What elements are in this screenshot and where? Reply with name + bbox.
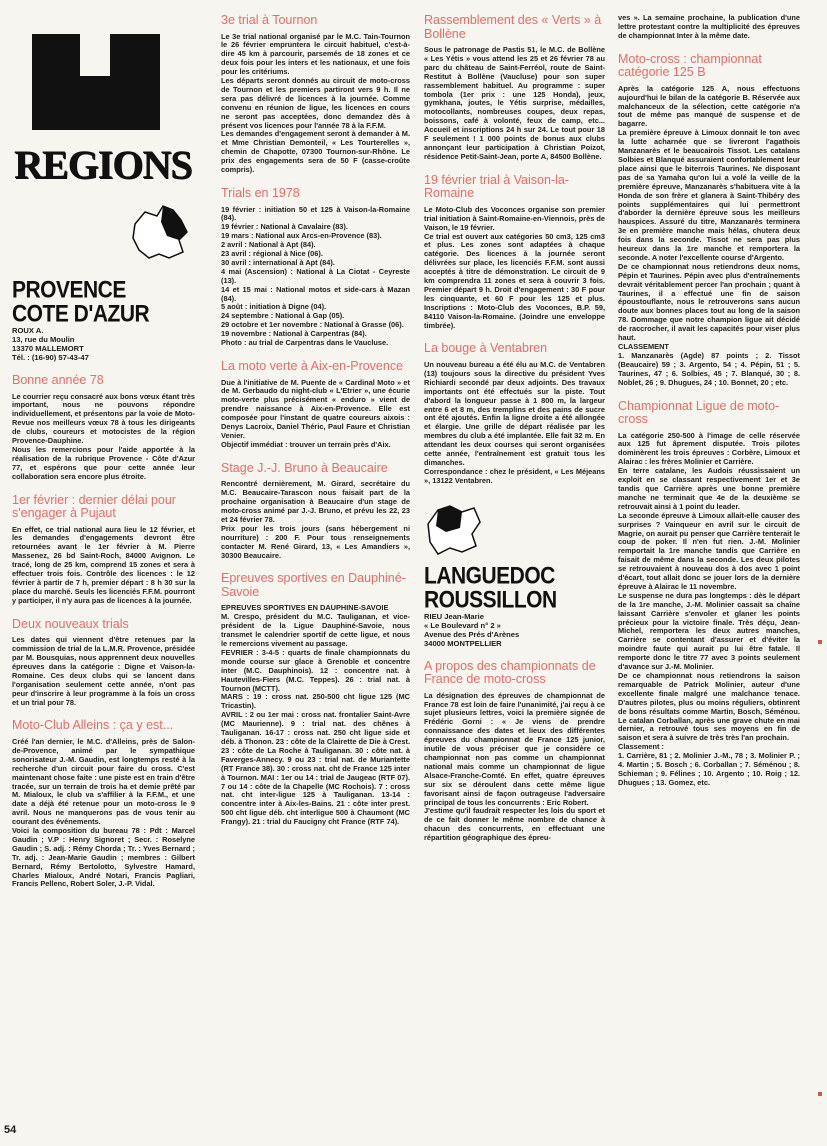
edge-mark (818, 1092, 822, 1096)
article-body: 19 février : initiation 50 et 125 à Vaison-la-Romaine (84). 19 février : National à Cavalaire (83). 19 mars : National aux Arcs-en-Provence (83). 2 avril : National à Apt (84). 23 avril : régional à Nice (06). 30 avril : international à Apt (84). 4 mai (Ascension) : National à La Ciotat - Ceyreste (13). 14 et 15 mai : National motos et side-cars à Mazan (84). 5 août : initiation à Digne (04). 24 septembre : National à Gap (05). 29 octobre et 1er novembre : National à Grasse (06). 19 novembre : National à Carpentras (84). Photo : au trial de Carpentras dans le Vaucluse. (221, 204, 410, 348)
region-title-languedoc: LANGUEDOC ROUSSILLON (424, 562, 557, 614)
article-body: Sous le patronage de Pastis 51, le M.C. de Bollène « Les Yétis » vous attend les 25 et 26 février 78 au parc du château de Saint-Ferréol, route de Saint-Restitut à Bollène (Vaucluse) pour son super rassemblement habituel. Au programme : super tombola (1er prix : une 125 Honda), jeux, gymkhana, joutes, le Yétis surprise, médailles, motocollants, nombreuses coupes, deux repas, boissons, café à volonté, feux de camp, etc... Accueil et inscriptions 24 h sur 24. Le tout pour 18 F seulement ! 1 000 points de bonus aux clubs annonçant leur participation à Christian Poizot, résidence Petit-Saint-Jean, porte A, 84500 Bollène. (424, 45, 605, 161)
region-header-provence (12, 202, 195, 278)
correspondent-address: ROUX A. 13, rue du Moulin 13370 MALLEMORT Tél. : (16-90) 57-43-47 (12, 326, 89, 362)
column-3 (424, 14, 605, 848)
article-body: La catégorie 250-500 à l'image de celle réservée aux 125 fut âprement disputée. Trois pilotes dominèrent les trois épreuves : Corbère, Limoux et Alairac : les frères Molinier et Carrière. En terre catalane, les Audois réussissaient un exploit en se classant respectivement 1er et 3e tandis que Carrière après une bonne première manche ne terminait que 4e de la deuxième se retrouvait ainsi à 1 point du leader. La seconde épreuve à Limoux allait-elle causer des surprises ? Vainqueur en avril sur le circuit de Magrie, on aurait pu penser que Carrière tenterait le coup de poker. Il n'en fut rien. J.-M. Molinier remportait la 1re manche tandis que Carrière en faisait de même dans la seconde. Les deux pilotes se retrouvaient à nouveau dos à dos avec 1 point d'écart, tout allait donc se jouer lors de la dernière épreuve à Alairac le 11 novembre. Le suspense ne dura pas longtemps : dès le départ de la 1re manche, J.-M. Molinier cassait sa chaîne laissant Carrière s'envoler et glaner les points précieux pour la victoire finale. Très déçu, Jean-Michel, remportera les deux autres manches, Carrière se contentant d'assurer et d'éviter la moindre faute qui aurait pu lui être fatale. Il remporte donc le titre 77 avec 3 points seulement d'avance sur J.-M. Molinier. De ce championnat nous retiendrons la saison remarquable de Patrick Molinier, auteur d'une excellente finale malgré une malchance tenace. D'autres pilotes, plus ou moins réguliers, obtinrent de bons résultats comme Martin, Bosch, Séménou. Le catalan Corballan, après une grave chute en mai dernier, a retrouvé tous ses moyens en fin de saison et sera à suivre de très très l'an prochain. Classement : 1. Carrière, 81 ; 2. Molinier J.-M., 78 ; 3. Molinier P. ; 4. Martin ; 5. Bosch ; 6. Corballan ; 7. Séménou ; 8. Schieman ; 9. Félines ; 10. Argento ; 10. Roig ; 12. Dhugues ; 13. Gomez, etc. (618, 430, 800, 787)
article-title: 19 février trial à Vaison-la-Romaine (424, 172, 569, 201)
article-title: Moto-cross : championnat catégorie 125 B (618, 51, 762, 80)
article-title: La moto verte à Aix-en-Provence (221, 359, 404, 373)
page-number: 54 (4, 1124, 17, 1136)
article-title: A propos des championnats de France de moto-cross (424, 658, 596, 687)
logo-text: REGIONS (14, 142, 192, 187)
article-title: Stage J.-J. Bruno à Beaucaire (221, 460, 388, 475)
article-body: Créé l'an dernier, le M.C. d'Alleins, près de Salon-de-Provence, animé par le sympathique sonorisateur J.-M. Gaudin, est longtemps resté à la recherche d'un circuit pour faire du cross. C'est maintenant chose faite : une piste est en train d'être tracée, sur un terrain de trois ha et demie prêté par M. Mialoux, le club va s'affilier à la F.F.M., et une date a déjà été retenue pour un moto-cross le 9 avril. Nous ne manquerons pas de vous tenir au courant des événements. Voici la composition du bureau 78 : Pdt : Marcel Gaudin ; V.P : Henry Signoret ; Secr. : Roselyne Gaudin ; S. adj. : Rémy Chorda ; Tr. : Yves Bernard ; Tr. adj. : Jean-Marie Gaudin ; membres : Gilbert Bernard, Rémy Bertolotto, Sylvestre Hamard, Charles Mialoux, André Notari, Francis Pagliari, Francis Pellenc, Robert Soler, J.-P. Vidal. (12, 736, 195, 889)
article-title: Rassemblement des « Verts » à Bollène (424, 13, 602, 41)
article-title: Bonne année 78 (12, 373, 104, 387)
article-body: Le courrier reçu consacré aux bons vœux étant très important, nous ne pouvons répondre individuellement, et présentons par la voie de Moto-Revue nos meilleurs vœux 78 à tous les dirigeants de clubs, coureurs et motocistes de la région Provence-Dauphine. Nous les remercions pour l'aide apportée à la réalisation de la rubrique Provence - Côte d'Azur 77, et espérons que pour cette année leur collaboration sera encore plus étroite. (12, 391, 195, 481)
column-1 (12, 14, 195, 894)
article-body: Le 3e trial national organisé par le M.C. Tain-Tournon le 26 février empruntera le circuit habituel, c'est-à-dire 45 km à parcourir, parsemés de 18 zones et ce deux fois pour les inters et les nationaux, et une fois pour les critériums. Les départs seront donnés au circuit de moto-cross de Tournon et les premiers partiront vers 9 h. Il ne sera pas délivré de licences à la journée. Comme convenu en réunion de ligue, les licences en cours ne seront pas acceptées, donc demandez dès à présent vos licences pour l'année 78 à la F.F.M. Les demandes d'engagement seront à demander à M. et Mme Christian Demonteil, « Les Tourterelles », chemin de Chapotte, 07300 Tournon-sur-Rhône. Le prix des engagements sera de 50 F (casse-croûte compris). (221, 31, 410, 175)
languedoc-map-icon (424, 500, 484, 558)
region-header-languedoc (424, 500, 605, 564)
article-title: Epreuves sportives en Dauphiné-Savoie (221, 571, 406, 599)
edge-mark (818, 640, 822, 644)
article-body: Le Moto-Club des Voconces organise son premier trial initiation à Saint-Romaine-en-Viennois, près de Vaison, le 19 février. Ce trial est ouvert aux catégories 50 cm3, 125 cm3 et plus. Les zones sont adaptées à chaque catégorie. Des licences à la journée seront délivrées sur place, les licenciés F.F.M. sont aussi acceptés à titre de démonstration. Le circuit de 9 km comprendra 11 zones et sera à couvrir 3 fois. Premier départ 9 h. Droit d'engagement : 30 F pour les cinquante, et 60 F pour les 125 et plus. Inscriptions : Moto-Club des Voconces, B.P. 59, 84110 Vaison-la-Romaine. (Joindre une enveloppe timbrée). (424, 204, 605, 330)
correspondent-address: RIEU Jean-Marie « Le Boulevard n° 2 » Avenue des Prés d'Arènes 34000 MONTPELLIER (424, 611, 520, 648)
region-title-provence: PROVENCE COTE D'AZUR (12, 276, 150, 328)
article-title: Trials en 1978 (221, 186, 300, 200)
article-body: Rencontré dernièrement, M. Girard, secrétaire du M.C. Beaucaire-Tarascon nous faisait part de la prochaine organisation à Beaucaire d'un stage de moto-cross animé par J.-J. Bruno, et prévu les 22, 23 et 24 février 78. Prix pour les trois jours (sans hébergement ni nourriture) : 200 F. Pour tous renseignements contacter M. René Girard, 13, « Les Amandiers », 30300 Beaucaire. (221, 479, 410, 560)
article-body: Un nouveau bureau a été élu au M.C. de Ventabren (13) toujours sous la directive du président Yves Richiardi secondé par deux adjoints. Des travaux importants ont été effectués sur la piste. Tout d'abord la longueur passe à 1 800 m, la largeur entre 6 et 8 m, des tremplins et des pains de sucre ont été ajoutés. Enfin la ligne droite a été allongée et élargie. Une grille de départ réalisée par les membres du club a été implantée. Elle fait 32 m. En attendant les deux courses qui seront organisées cette année, l'entraînement est gratuit tous les dimanches. Correspondance : chez le président, « Les Méjeans », 13122 Ventabren. (424, 359, 605, 485)
article-body: La désignation des épreuves de championnat de France 78 est loin de faire l'unanimité, j'ai reçu à ce sujet plusieurs lettres, voici la première signée de Frédéric Gorni : « Je viens de prendre connaissance des dates et lieux des différentes épreuves du championnat de France 125 junior, inutile de vous préciser que je considère ce championnat non pas comme un championnat national mais comme un championnat de ligue Alsace-Franche-Comté. En effet, quatre épreuves sur six se déroulent dans cette même ligue favorisant ainsi de façon outrageuse l'adversaire principal de tous les concurrents : Eric Robert. J'estime qu'il faudrait respecter les lois du sport et de ce fait donner le même nombre de chance à chacun des concurrents, en effectuant une répartition géographique des épreu- (424, 690, 605, 843)
article-body: Après la catégorie 125 A, nous effectuons aujourd'hui le bilan de la catégorie B. Réservée aux malchanceux de la sélection, cette catégorie n'a tout de même pas manqué de suspense et de bagarre. La première épreuve à Limoux donnait le ton avec la lutte acharnée que se livreront l'agathois Manzanarès et le beaucairois Tissot. Les catalans Solbies et Blanqué assuraient confortablement leur place ainsi que le biterrois Taurines. Ne disposant pas de sa Yamaha qu'on lui a volé la veille de la première épreuve, Manzanarès s'habituera vite à la Honda de son frère et glanera à Saint-Thibéry des points supplémentaires qui lui permettront d'aborder la dernière épreuve sous les meilleurs hauspices. Assuré du titre, Manzanarès terminera 3e en première manche mais hélas, chutera deux fois dans la seconde. Tissot ne sera pas plus heureux dans la 1re manche et remportera la seconde. A noter l'excellente course d'Argento. De ce championnat nous retiendrons deux noms, Pépin et Taurines. Pépin avec plus d'entraînements devrait véritablement percer l'an prochain ; quant à Taurines, il a effectué une fin de saison époustouflante, nous le retrouverons sans aucun doute aux bonnes places tout au long de la saison 78. Dommage que notre champion ligue ait décidé de raccrocher, il avait les capacités pour viser plus haut. CLASSEMENT 1. Manzanarès (Agde) 87 points ; 2. Tissot (Beaucaire) 59 ; 3. Argento, 54 ; 4. Pépin, 51 ; 5. Taurines, 47 ; 6. Solbies, 45 ; 7. Blanqué, 30 ; 8. Noblet, 26 ; 9. Dhugues, 24 ; 10. Bonnet, 20 ; etc. (618, 83, 800, 387)
article-title: 1er février : dernier délai pour s'engager à Pujaut (12, 492, 176, 521)
article-body: En effet, ce trial national aura lieu le 12 février, et les demandes d'engagements devront être retournées avant le 1er février à M. Pierre Massenez, 26 bd Saint-Roch, 84000 Avignon. Le tracé, long de 25 km, comprend 15 zones et sera à effectuer trois fois. Contrôle des licences : le 12 février à partir de 7 h, premier départ : 8 h 30 sur la place du marché. Seuls les licenciés F.F.M. pourront y participer, il n'y aura pas de licences à la journée. (12, 524, 195, 605)
article-title: Deux nouveaux trials (12, 616, 129, 631)
article-body: Les dates qui viennent d'être retenues par la commission de trial de la L.M.R. Provence, présidée par M. Bousquias, nous apprennent deux nouvelles épreuves dans la catégorie : Digne et Vaison-la-Romaine. Ces deux clubs qui se lancent dans l'organisation seulement cette année, n'ont pas peur d'inscrire à leur programme à la fois un cross et un trial pour 78. (12, 635, 195, 707)
article-body: EPREUVES SPORTIVES EN DAUPHINE-SAVOIE M. Crespo, président du M.C. Tauliganan, et vice-président de la Ligue Dauphiné-Savoie, nous transmet le calendrier sportif de cette ligue, et nous le remercions vivement au passage. FEVRIER : 3-4-5 : quarts de finale championnats du monde course sur glace à Grenoble et concentre inter (M.C. Dauphinois). 12 : concentre nat. à Hautevilles-Fiers (M.C. Teppes). 26 : trial nat. à Tournon (MCTT). MARS : 19 : cross nat. 250-500 cht ligue 125 (MC Tricastin). AVRIL : 2 ou 1er mai : cross nat. frontalier Saint-Avre (MC Maurienne). 9 : trial nat. des chênes à Tauliganan. 16-17 : cross nat. 250 cht ligue side et déb. à Thonon. 23 : côte de la Clairette de Die à Crest. 23 : côte de La Roche à Tauliganan. 30 : côte nat. à Faverges-Annecy. 9 ou 23 : trial nat. de Muriantette (RT France 38). 30 : cross nat. cht de France 125 inter à Tournon. MAI : 1er ou 14 : trial de Jaugeac (RTF 07). 7 ou 14 : côte de la Chapelle (MC Rochois). 7 : cross nat. cht inter-ligue 125 à Tauliganan. 13-14 : concentre inter à Aix-les-Bains. 21 : côte inter prest. 500 cht ligue déb. cht interligue 500 à Chaumont (MC Frangy). 21 : trial du Faucigny cht France (RTF 74). (221, 603, 410, 827)
column-4 (618, 14, 800, 793)
article-title: La bouge à Ventabren (424, 341, 548, 356)
column-2 (221, 14, 410, 832)
provence-map-icon (129, 202, 191, 264)
article-continuation: ves ». La semaine prochaine, la publication d'une lettre protestant contre la multiplicité des épreuves de championnat Inter à la même date. (618, 13, 800, 40)
article-title: Moto-Club Alleins : ça y est... (12, 718, 174, 733)
article-title: Championnat Ligue de moto-cross (618, 398, 780, 427)
article-title: 3e trial à Tournon (221, 13, 318, 27)
article-body: Due à l'initiative de M. Puente de « Cardinal Moto » et de M. Gerbaudo du night-club « L'Etrier », une écurie moto-verte plus précisément « enduro » vient de prendre naissance à Aix-en-Provence. Elle est composée pour l'instant de quatre coureurs aixois : Denys Lacroix, Daniel Théric, Paul Faure et Christian Venier. Objectif immédiat : trouver un terrain près d'Aix. (221, 377, 410, 449)
regions-logo (12, 14, 195, 194)
